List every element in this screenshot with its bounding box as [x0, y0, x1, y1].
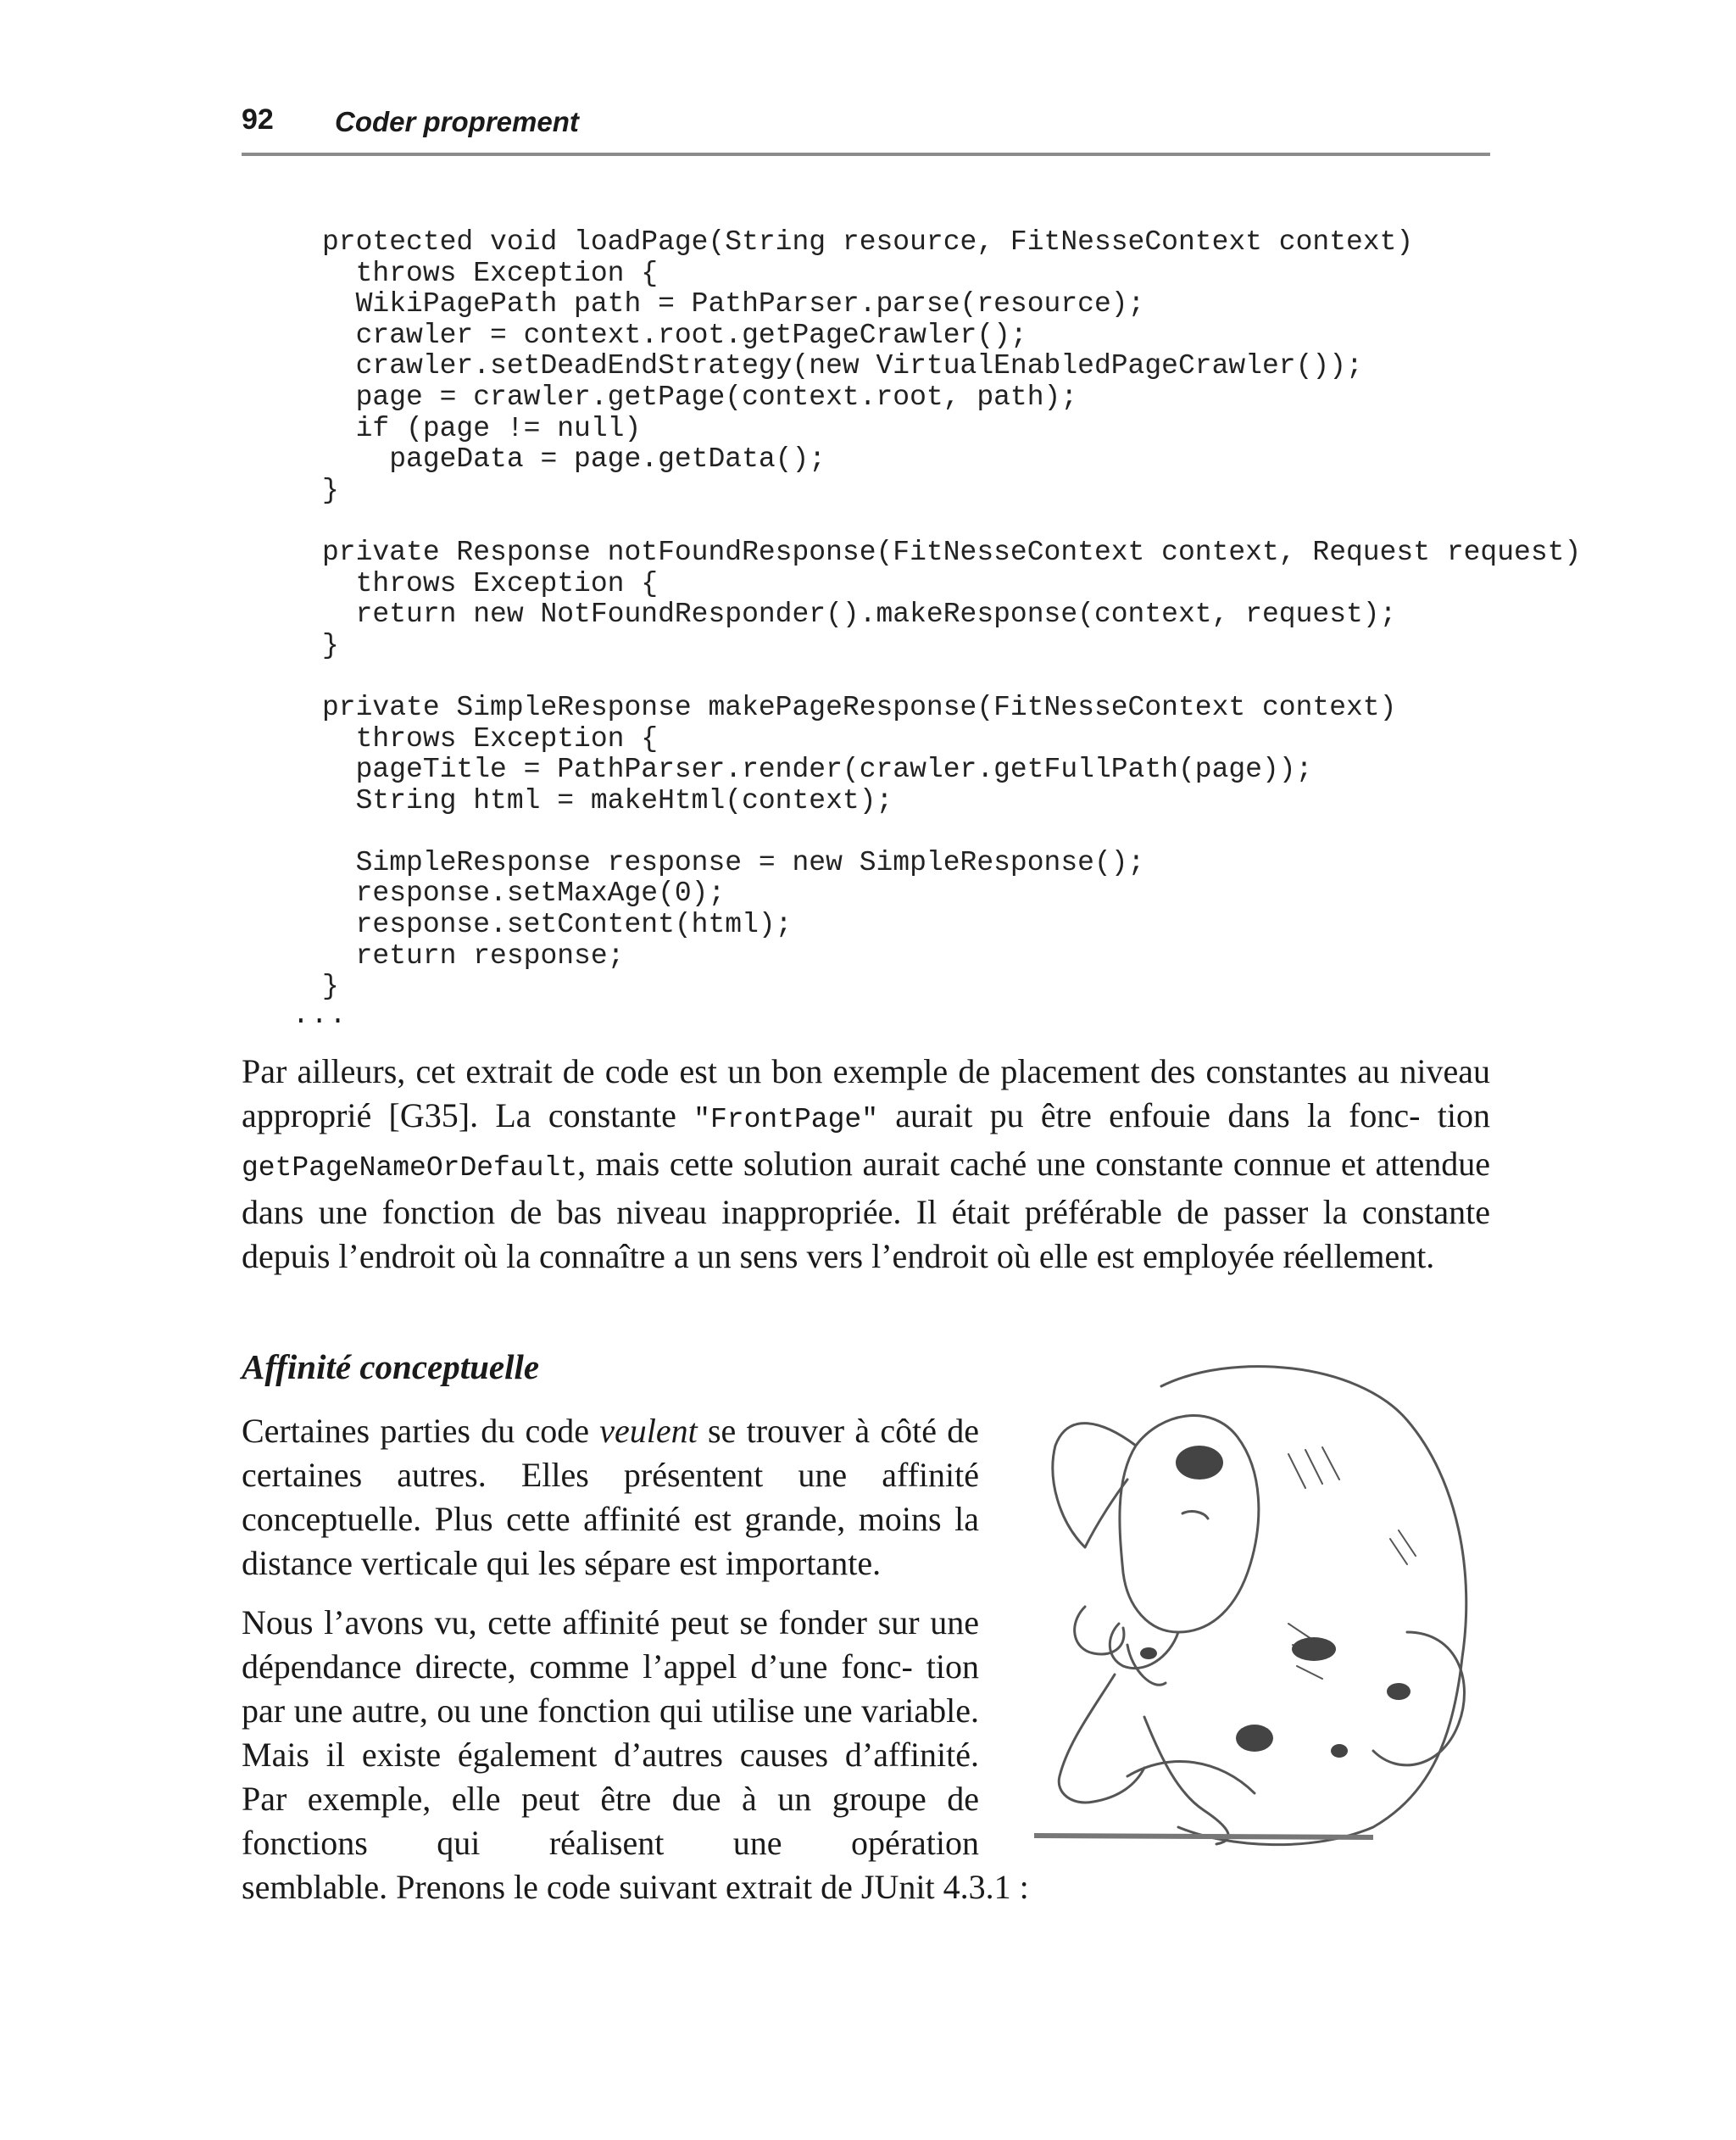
- dog-sketch-icon: [1034, 1352, 1492, 1853]
- code-line: private Response notFoundResponse(FitNesseContext context, Request request): [322, 536, 1582, 568]
- paragraph-affinity-intro: [242, 1409, 979, 1585]
- code-line: throws Exception {: [322, 722, 659, 755]
- paragraph-constants: [242, 1050, 1490, 1279]
- code-ellipsis: ...: [292, 1000, 348, 1031]
- paragraph-text: , mais cette solution aurait caché une constante connue et attendue dans une fonction de bas niveau inappropriée. Il était préférable de passer la constante depuis l’endroit où la connaître a un sens vers l’endroit où elle est employée réellement.: [242, 1145, 1490, 1275]
- paragraph-affinity-causes: Nous l’avons vu, cette affinité peut se fonder sur une dépendance directe, comme l’appel d’une fonc- tion par une autre, ou une fonction qui utilise une variable. Mais il existe également d’autres causes d’affinité. Par exemple, elle peut être due à un groupe de fonctions qui réalisent une opération: [242, 1603, 979, 1862]
- paragraph-text: Par ailleurs, cet extrait de code est un bon exemple de placement des constantes au niveau approprié [G35]. La constante: [242, 1052, 1490, 1134]
- code-listing: [322, 227, 1581, 1003]
- code-line: crawler.setDeadEndStrategy(new VirtualEnabledPageCrawler());: [322, 350, 1363, 382]
- code-line: return new NotFoundResponder().makeResponse(context, request);: [322, 599, 1397, 631]
- code-line: throws Exception {: [322, 567, 659, 599]
- inline-code-getpagenameordefault: getPageNameOrDefault: [242, 1152, 578, 1184]
- paragraph-text: se trouver à côté de certaines autres. Elles présentent une affinité conceptuelle. Plus cette affinité est grande, moins la distance verticale qui les sépare est importante.: [242, 1412, 979, 1582]
- code-line: pageData = page.getData();: [322, 443, 826, 476]
- code-line: pageTitle = PathParser.render(crawler.getFullPath(page));: [322, 754, 1313, 786]
- code-line: response.setContent(html);: [322, 909, 793, 941]
- paragraph-text: aurait pu être enfouie dans la fonc- tion: [878, 1096, 1490, 1134]
- code-line: protected void loadPage(String resource, FitNesseContext context): [322, 226, 1414, 258]
- section-heading: Affinité conceptuelle: [242, 1347, 540, 1386]
- code-line: private SimpleResponse makePageResponse(FitNesseContext context): [322, 691, 1397, 723]
- code-line: crawler = context.root.getPageCrawler();: [322, 319, 1027, 351]
- code-line: }: [322, 971, 339, 1003]
- running-title: Coder proprement: [335, 106, 579, 137]
- code-line: response.setMaxAge(0);: [322, 878, 726, 910]
- code-line: return response;: [322, 939, 625, 972]
- code-line: page = crawler.getPage(context.root, path);: [322, 381, 1078, 413]
- paragraph-junit-intro: semblable. Prenons le code suivant extrait de JUnit 4.3.1 :: [242, 1868, 1029, 1906]
- paragraph-emphasis: veulent: [599, 1412, 698, 1450]
- paragraph-text: Certaines parties du code: [242, 1412, 600, 1450]
- page-header: [242, 100, 1490, 156]
- code-line: String html = makeHtml(context);: [322, 784, 893, 816]
- code-line: SimpleResponse response = new SimpleResponse();: [322, 846, 1145, 878]
- code-line: WikiPagePath path = PathParser.parse(resource);: [322, 288, 1145, 320]
- code-line: }: [322, 474, 339, 506]
- code-line: if (page != null): [322, 412, 642, 444]
- code-line: }: [322, 629, 339, 661]
- inline-code-frontpage: "FrontPage": [693, 1104, 878, 1135]
- page-number: 92: [242, 103, 274, 136]
- code-line: throws Exception {: [322, 257, 659, 289]
